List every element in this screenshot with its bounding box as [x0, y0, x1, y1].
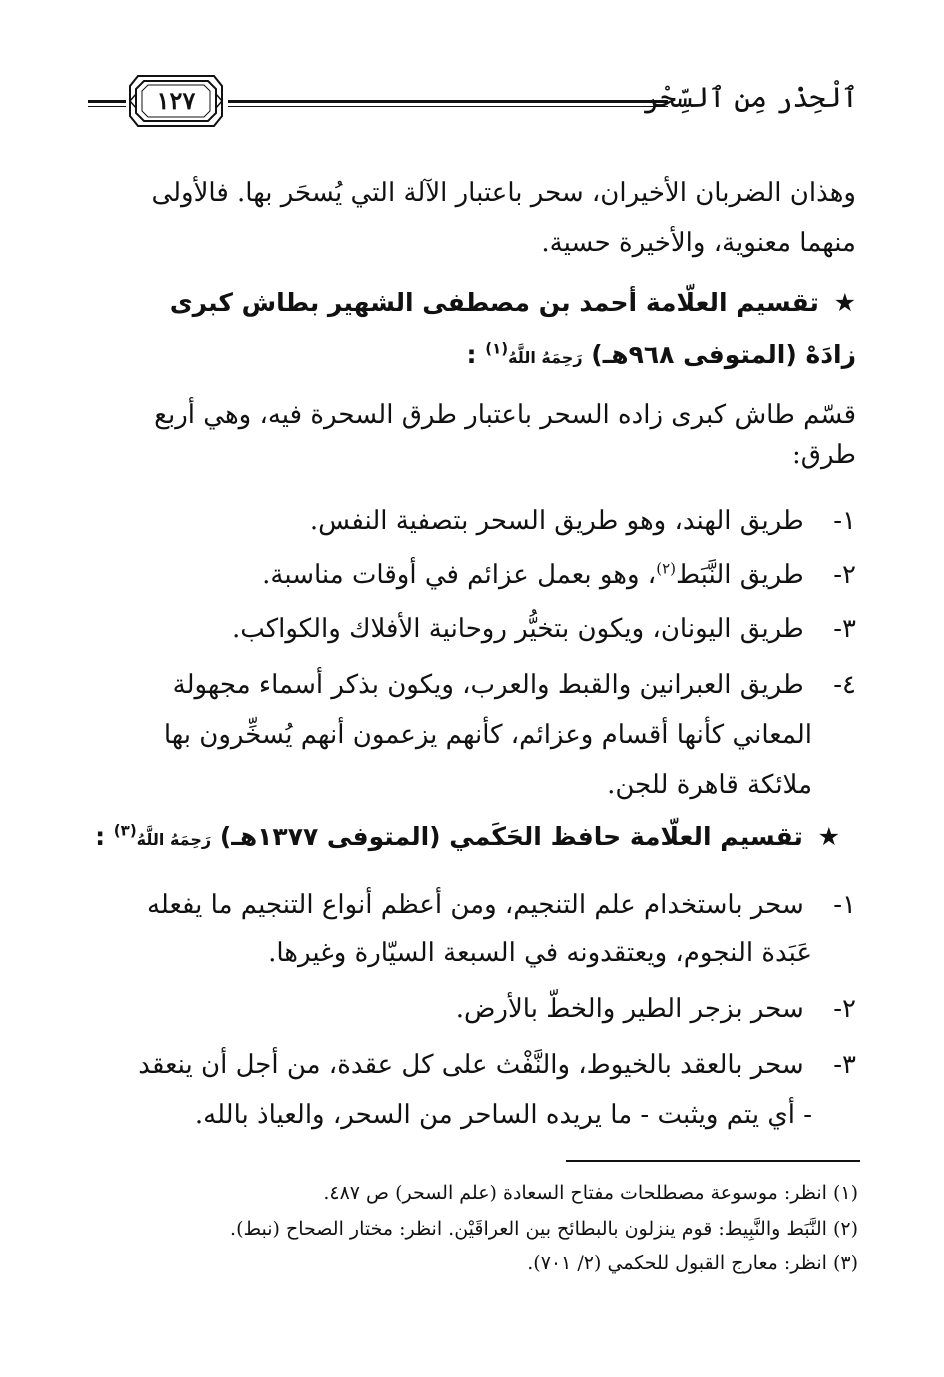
footnote-text: النَّبَط والنَّبِيط: قوم ينزلون بالبطائح بين العراقَيْن. انظر: مختار الصحاح (نبط).: [230, 1218, 827, 1240]
list-item: [456, 984, 856, 1034]
colon: :: [95, 822, 106, 851]
list-text: سحر بزجر الطير والخطّ بالأرض.: [455, 994, 804, 1024]
list-text: سحر بالعقد بالخيوط، والنَّفْث على كل عقدة، من أجل أن ينعقد: [138, 1050, 804, 1080]
list-number: ٢-: [833, 560, 856, 590]
list-item: [232, 604, 856, 654]
footnote-text: انظر: موسوعة مصطلحات مفتاح السعادة (علم السحر) ص ٤٨٧.: [323, 1182, 827, 1204]
header-rule-thin: [228, 106, 668, 107]
list-text: سحر باستخدام علم التنجيم، ومن أعظم أنواع التنجيم ما يفعله: [146, 890, 804, 920]
list-number: ٣-: [833, 614, 856, 644]
footnote-number: (٣): [832, 1252, 858, 1274]
list-item: [147, 880, 856, 930]
footnote-text: انظر: معارج القبول للحكمي (٢/ ٧٠١).: [527, 1252, 827, 1274]
list-text: طريق الهند، وهو طريق السحر بتصفية النفس.: [309, 506, 804, 536]
list-number: ١-: [833, 890, 856, 920]
paragraph-line: طرق:: [792, 440, 856, 470]
section-heading: [95, 812, 840, 865]
list-item: [173, 660, 856, 710]
paragraph-line: قسّم طاش كبرى زاده السحر باعتبار طرق السحرة فيه، وهي أربع: [154, 400, 856, 430]
footnote-number: (١): [832, 1182, 858, 1204]
footnote-number: (٢): [832, 1218, 858, 1240]
list-item: [310, 496, 856, 546]
honorific: رَحِمَهُ اللَّهُ: [136, 830, 212, 849]
footnote-ref: (٣): [113, 821, 137, 840]
header-rule: [228, 100, 668, 103]
section-heading: [170, 278, 856, 328]
list-number: ٤-: [833, 670, 856, 700]
list-text: طريق النَّبَط: [675, 560, 804, 590]
list-text: طريق اليونان، ويكون بتخيُّر روحانية الأفلاك والكواكب.: [231, 614, 804, 644]
list-item: [138, 1040, 856, 1090]
star-icon: ★: [817, 822, 840, 851]
list-item-cont: - أي يتم ويثبت - ما يريده الساحر من السحر، والعياذ بالله.: [194, 1100, 812, 1130]
footnote: [230, 1214, 858, 1244]
page-number-frame: [128, 72, 224, 130]
list-item-cont: عَبَدة النجوم، ويعتقدونه في السبعة السيّارة وغيرها.: [268, 938, 812, 968]
footnote: [323, 1178, 858, 1208]
footnote-rule: [566, 1160, 860, 1162]
paragraph-line: منهما معنوية، والأخيرة حسية.: [541, 228, 856, 258]
list-text: طريق العبرانين والقبط والعرب، ويكون بذكر أسماء مجهولة: [172, 670, 804, 700]
heading-text: تقسيم العلّامة أحمد بن مصطفى الشهير بطاش كبرى: [169, 288, 819, 317]
honorific: رَحِمَهُ اللَّهُ: [508, 348, 583, 367]
header-rule-left: [88, 100, 126, 103]
list-number: ٣-: [833, 1050, 856, 1080]
footnote-ref: (٢): [656, 559, 676, 578]
list-number: ٢-: [833, 994, 856, 1024]
heading-text: تقسيم العلّامة حافظ الحَكَمي (المتوفى ١٣٧٧هـ): [219, 822, 803, 851]
colon: :: [466, 340, 477, 369]
footnote: [527, 1248, 858, 1278]
page-number: ١٢٧: [156, 86, 196, 115]
paragraph-line: وهذان الضربان الأخيران، سحر باعتبار الآلة التي يُسحَر بها. فالأولى: [151, 178, 856, 208]
list-text: ، وهو بعمل عزائم في أوقات مناسبة.: [262, 560, 657, 590]
list-item-cont: ملائكة قاهرة للجن.: [607, 770, 812, 800]
footnote-ref: (١): [485, 339, 509, 358]
header-rule-left-thin: [88, 106, 126, 107]
star-icon: ★: [833, 288, 856, 317]
list-item: [262, 550, 856, 600]
list-item-cont: المعاني كأنها أقسام وعزائم، كأنهم يزعمون أنهم يُسخِّرون بها: [163, 720, 812, 750]
list-number: ١-: [833, 506, 856, 536]
heading-text: زادَهْ (المتوفى ٩٦٨هـ): [591, 340, 856, 369]
running-title: ٱلْحِذْر مِن ٱلسِّحْر: [643, 81, 858, 114]
section-heading-cont: [466, 330, 856, 383]
